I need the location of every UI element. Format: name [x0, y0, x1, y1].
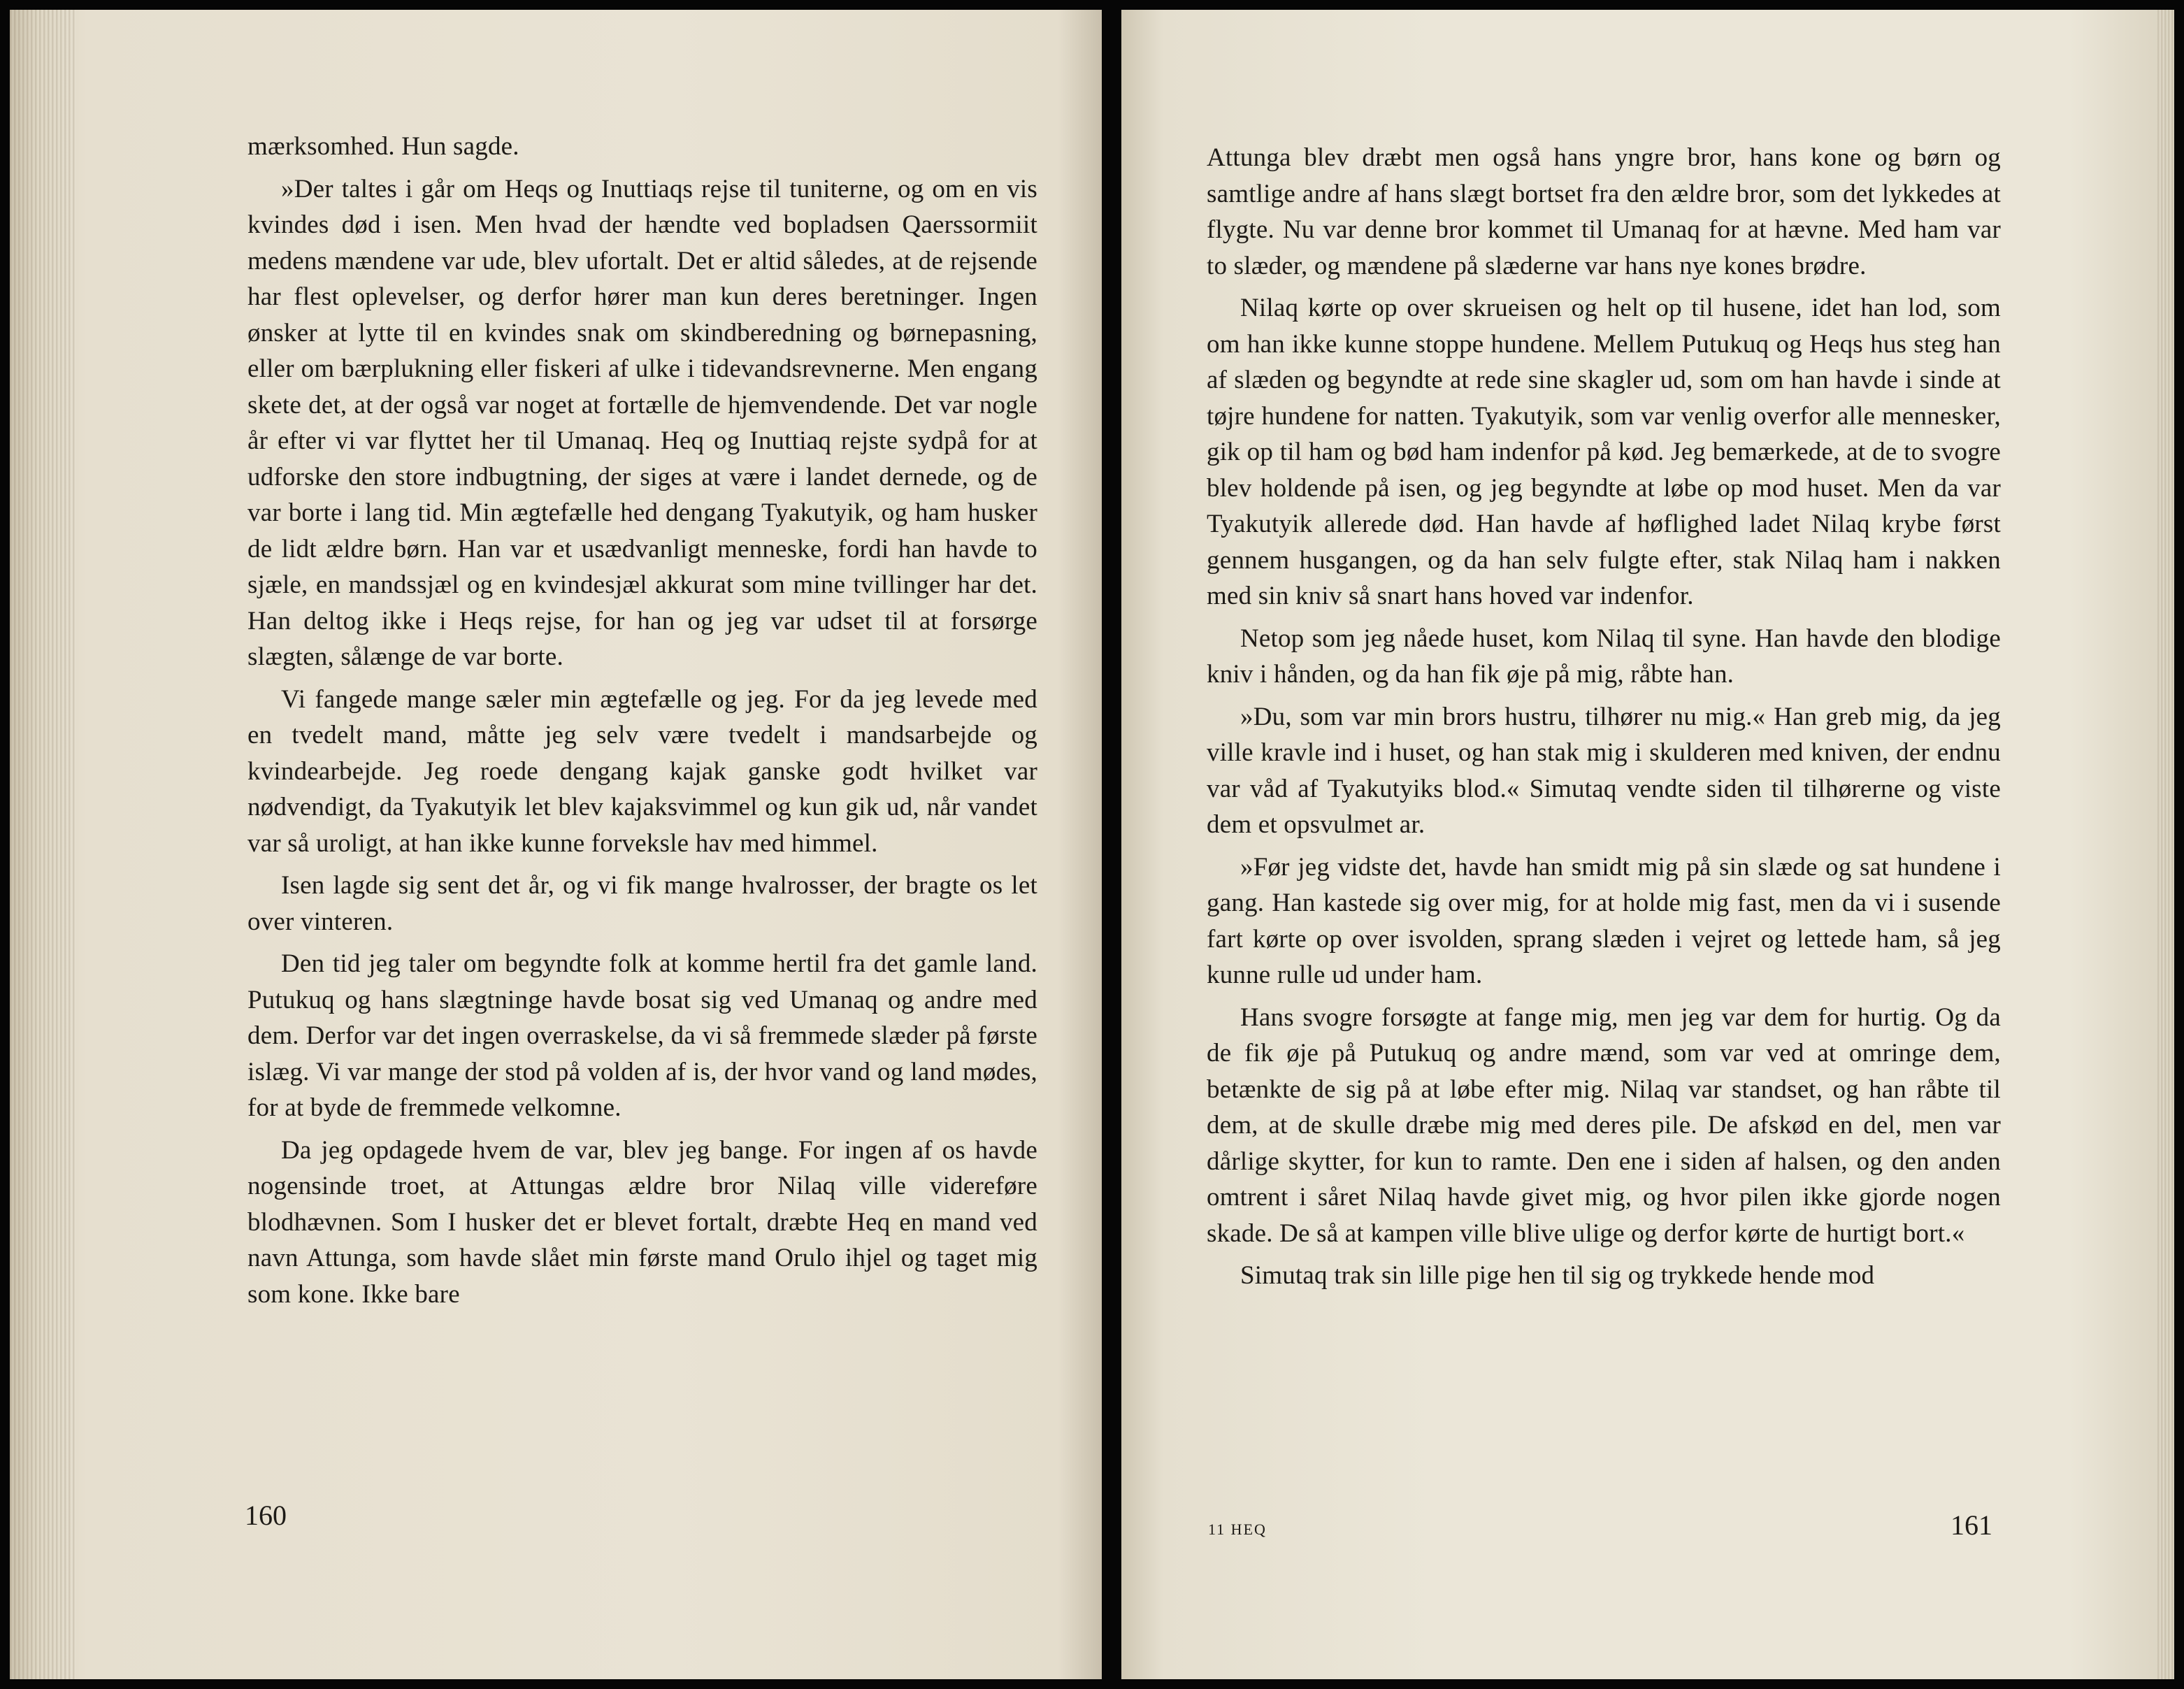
paragraph: mærksomhed. Hun sagde. — [247, 132, 519, 161]
left-page — [10, 10, 1102, 1679]
right-page-body — [1207, 140, 2001, 1294]
page-edge-texture — [10, 10, 76, 1679]
signature-mark: 11 HEQ — [1208, 1521, 1267, 1538]
paragraph: »Du, som var min brors hustru, tilhører nu mig.« Han greb mig, da jeg ville kravle ind i huset, og han stak mig i skulderen med kniven, der endnu var våd af Tyakutyiks blod.« Simutaq vendte siden til tilhørerne og viste dem et opsvulmet ar. — [1207, 702, 2001, 839]
paragraph: Netop som jeg nåede huset, kom Nilaq til syne. Han havde den blodige kniv i hånden, og da han fik øje på mig, råbte han. — [1207, 624, 2001, 689]
right-page — [1121, 10, 2174, 1679]
page-edge-texture — [2157, 10, 2174, 1679]
paragraph: »Der taltes i går om Heqs og Inuttiaqs rejse til tuniterne, og om en vis kvindes død i isen. Men hvad der hændte ved bopladsen Qaerssormiit medens mændene var ude, blev ufortalt. Det er altid således, at de rejsende har flest oplevelser, og derfor hører man kun deres beretninger. Ingen ønsker at lytte til en kvindes snak om skindberedning og børnepasning, eller om bærplukning eller fiskeri af ulke i tidevandsrevnerne. Men engang skete det, at der også var noget at fortælle de hjemvendende. Det var nogle år efter vi var flyttet her til Umanaq. Heq og Inuttiaq rejste sydpå for at udforske den store indbugtning, der siges at være i landet dernede, og de var borte i lang tid. Min ægtefælle hed dengang Tyakutyik, og ham husker de lidt ældre børn. Han var et usædvanligt menneske, fordi han havde to sjæle, en mandssjæl og en kvindesjæl akkurat som mine tvillinger har det. Han deltog ikke i Heqs rejse, for han og jeg var udset til at forsørge slægten, sålænge de var borte. — [247, 174, 1037, 671]
paragraph: Den tid jeg taler om begyndte folk at komme hertil fra det gamle land. Putukuq og hans slægtninge havde bosat sig ved Umanaq og andre med dem. Derfor var det ingen overraskelse, da vi så fremmede slæder på første islæg. Vi var mange der stod på volden af is, der hvor vand og land mødes, for at byde de fremmede velkomne. — [247, 949, 1037, 1122]
page-number: 161 — [1950, 1509, 1992, 1541]
left-page-body — [247, 129, 1037, 1312]
paragraph: Simutaq trak sin lille pige hen til sig og trykkede hende mod — [1240, 1261, 1875, 1290]
paragraph: Isen lagde sig sent det år, og vi fik mange hvalrosser, der bragte os let over vinteren. — [247, 871, 1037, 936]
paragraph: Hans svogre forsøgte at fange mig, men jeg var dem for hurtig. Og da de fik øje på Putukuq og andre mænd, som var ved at omringe dem, betænkte de sig på at løbe efter mig. Nilaq var standset, og han råbte til dem, at de skulle dræbe mig med deres pile. De afskød en del, men var dårlige skytter, for kun to ramte. Den ene i siden af halsen, og den anden omtrent i såret Nilaq havde givet mig, og hvor pilen ikke gjorde nogen skade. De så at kampen ville blive ulige og derfor kørte de hurtigt bort.« — [1207, 1002, 2001, 1248]
paragraph: Nilaq kørte op over skrueisen og helt op til husene, idet han lod, som om han ikke kunne stoppe hundene. Mellem Putukuq og Heqs hus steg han af slæden og begyndte at rede sine skagler ud, som om han havde i sinde at tøjre hundene for natten. Tyakutyik, som var venlig overfor alle mennesker, gik op til ham og bød ham indenfor på kød. Jeg bemærkede, at de to svogre blev holdende på isen, og jeg begyndte at løbe op mod huset. Men da var Tyakutyik allerede død. Han havde af høflighed ladet Nilaq krybe først gennem husgangen, og da han selv fulgte efter, stak Nilaq ham i nakken med sin kniv så snart hans hoved var indenfor. — [1207, 294, 2001, 610]
paragraph: Da jeg opdagede hvem de var, blev jeg bange. For ingen af os havde nogensinde troet, at Attungas ældre bror Nilaq ville videreføre blodhævnen. Som I husker det er blevet fortalt, dræbte Heq en mand ved navn Attunga, som havde slået min første mand Orulo ihjel og taget mig som kone. Ikke bare — [247, 1135, 1037, 1309]
page-number: 160 — [245, 1500, 287, 1531]
paragraph: Vi fangede mange sæler min ægtefælle og jeg. For da jeg levede med en tvedelt mand, måtte jeg selv være tvedelt i mandsarbejde og kvindearbejde. Jeg roede dengang kajak ganske godt hvilket var nødvendigt, da Tyakutyik let blev kajaksvimmel og kun gik ud, når vandet var så uroligt, at han ikke kunne forveksle hav med himmel. — [247, 684, 1037, 858]
paragraph: »Før jeg vidste det, havde han smidt mig på sin slæde og sat hundene i gang. Han kastede sig over mig, for at holde mig fast, men da vi i susende fart kørte op over isvolden, sprang slæden i vejret og lettede ham, så jeg kunne rulle ud under ham. — [1207, 852, 2001, 989]
paragraph: Attunga blev dræbt men også hans yngre bror, hans kone og børn og samtlige andre af hans slægt bortset fra den ældre bror, som det lykkedes at flygte. Nu var denne bror kommet til Umanaq for at hævne. Med ham var to slæder, og mændene på slæderne var hans nye kones brødre. — [1207, 143, 2001, 280]
